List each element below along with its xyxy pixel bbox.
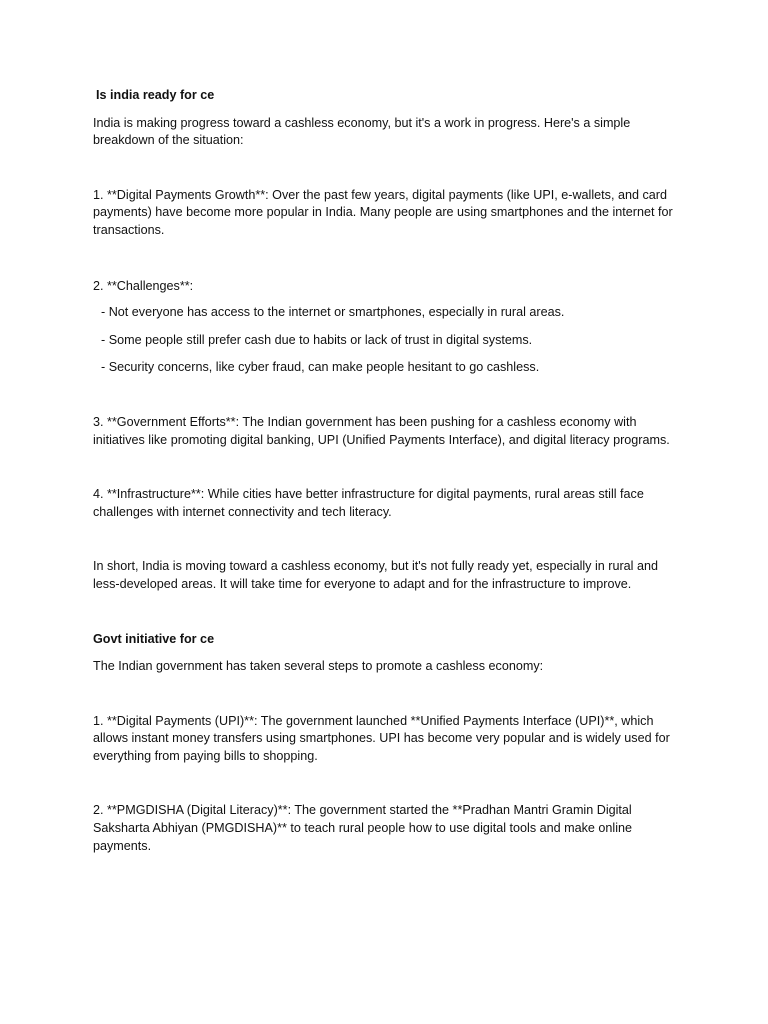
initiative-pmgdisha: 2. **PMGDISHA (Digital Literacy)**: The government started the **Pradhan Mantri Gramin Digital Saksharta Abhiyan (PMGDISHA)** to teach rural people how to use digital tools and make online payments. [93,803,633,853]
heading-is-india-ready: Is india ready for ce [96,88,215,102]
initiative-upi: 1. **Digital Payments (UPI)**: The government launched **Unified Payments Interface (UPI)**, which allows instant money transfers using smartphones. UPI has become very popular and is widely used for everything from paying bills to shopping. [93,713,670,763]
challenge-item: - Not everyone has access to the internet or smartphones, especially in rural areas. [101,305,565,320]
point-infrastructure: 4. **Infrastructure**: While cities have better infrastructure for digital payments, rural areas still face challenges with internet connectivity and tech literacy. [93,487,644,519]
challenge-item: - Security concerns, like cyber fraud, can make people hesitant to go cashless. [101,360,540,375]
challenge-item: - Some people still prefer cash due to habits or lack of trust in digital systems. [101,332,533,347]
document-body [93,87,678,855]
summary-paragraph: In short, India is moving toward a cashless economy, but it's not fully ready yet, especially in rural and less-developed areas. It will take time for everyone to adapt and for the infrastructure to improve. [93,559,658,591]
intro-paragraph: India is making progress toward a cashless economy, but it's a work in progress. Here's a simple breakdown of the situation: [93,115,631,148]
point-digital-payments-growth: 1. **Digital Payments Growth**: Over the past few years, digital payments (like UPI, e-wallets, and card payments) have become more popular in India. Many people are using smartphones and the internet for transactions. [93,187,673,237]
point-challenges: 2. **Challenges**: [93,278,194,293]
heading-govt-initiative: Govt initiative for ce [93,631,215,646]
point-government-efforts: 3. **Government Efforts**: The Indian government has been pushing for a cashless economy with initiatives like promoting digital banking, UPI (Unified Payments Interface), and digital literacy programs. [93,414,670,447]
intro2-paragraph: The Indian government has taken several steps to promote a cashless economy: [93,659,544,674]
